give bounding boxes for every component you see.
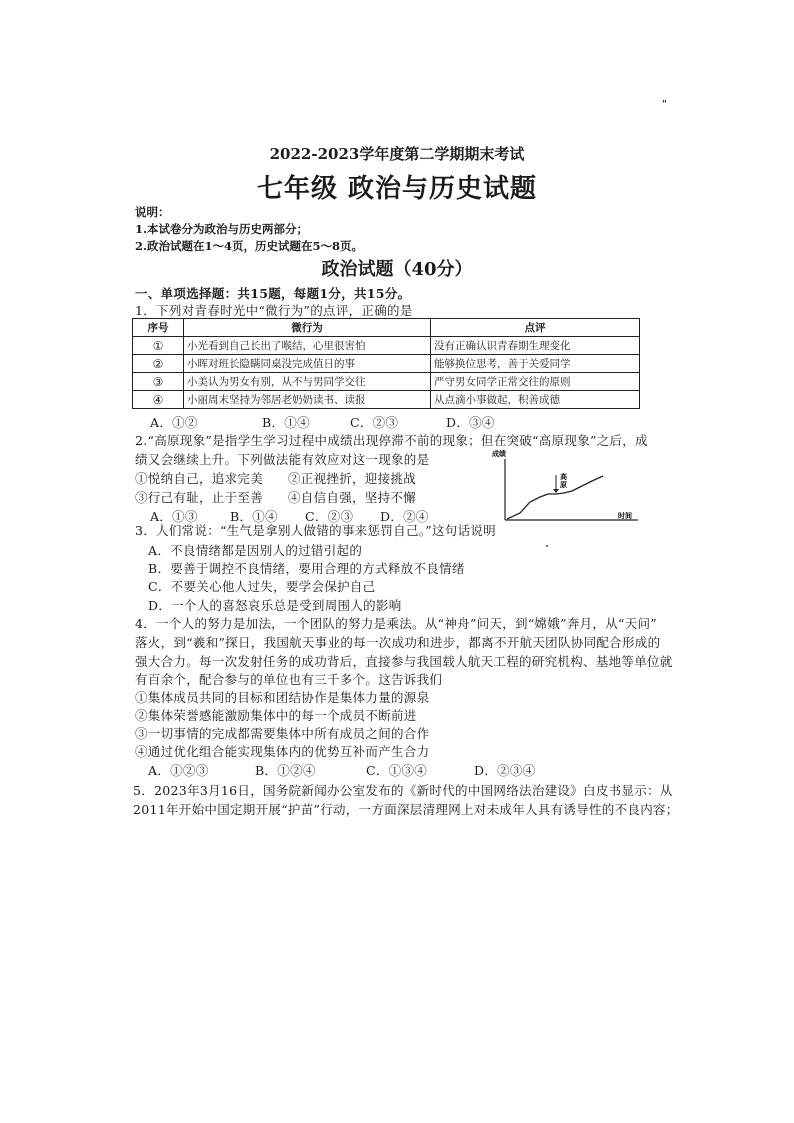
graph-arrow-head — [553, 489, 559, 493]
q2-stem-line-1: 2.“高原现象”是指学生学习过程中成绩出现停滞不前的现象；但在突破“高原现象”之后，成 — [135, 433, 648, 448]
graph-curve — [507, 476, 603, 519]
section-title: 政治试题（40分） — [321, 259, 473, 280]
table-row — [133, 337, 640, 355]
exam-subtitle: 2022-2023学年度第二学期期末考试 — [269, 145, 525, 163]
q1-option-d: D．③④ — [446, 415, 495, 430]
q1-option-c: C．②③ — [350, 415, 399, 430]
q4-choice-3: ③一切事情的完成都需要集体中所有成员之间的合作 — [135, 726, 430, 741]
graph-y-label: 成绩 — [492, 450, 506, 458]
q2-choice-2: ②正视挫折，迎接挑战 — [288, 471, 417, 486]
q4-option-b: B．①②④ — [255, 763, 316, 778]
corner-mark: " — [662, 100, 667, 110]
q2-choice-3: ③行己有耻，止于至善 — [135, 490, 264, 505]
notes-line-2: 2.政治试题在1～4页，历史试题在5～8页。 — [135, 239, 364, 253]
speck — [546, 545, 548, 547]
q3-stem: 3．人们常说：“生气是拿别人做错的事来惩罚自己。”这句话说明 — [135, 523, 496, 538]
graph-x-label: 时间 — [618, 512, 632, 520]
plateau-graph — [490, 447, 640, 527]
q2-option-d: D．②④ — [380, 509, 429, 524]
q4-line-4: 有百余个，配合参与的单位也有三千多个。这告诉我们 — [135, 672, 443, 687]
q3-option-c: C．不要关心他人过失，要学会保护自己 — [148, 579, 376, 594]
notes-line-1: 1.本试卷分为政治与历史两部分； — [135, 222, 309, 236]
q2-option-a: A．①③ — [150, 509, 198, 524]
table-row — [133, 355, 640, 373]
q1-table — [132, 318, 640, 409]
table-cell: 小丽周末坚持为邻居老奶奶读书、读报 — [184, 391, 431, 409]
q5-line-2: 2011年开始中国定期开展“护苗”行动，一方面深层清理网上对未成年人具有诱导性的不良内容； — [133, 802, 679, 817]
q1-option-b: B．①④ — [262, 415, 310, 430]
q2-stem-line-2: 绩又会继续上升。下列做法能有效应对这一现象的是 — [135, 452, 430, 467]
q4-line-3: 强大合力。每一次发射任务的成功背后，直接参与我国载人航天工程的研究机构、基地等单位就 — [135, 654, 673, 669]
table-cell: 能够换位思考，善于关爱同学 — [431, 355, 640, 373]
q5-line-1: 5．2023年3月16日，国务院新闻办公室发布的《新时代的中国网络法治建设》白皮书显示：从 — [133, 783, 673, 798]
table-cell: 从点滴小事做起，积善成德 — [431, 391, 640, 409]
q3-option-b: B．要善于调控不良情绪，要用合理的方式释放不良情绪 — [148, 561, 465, 576]
q4-line-2: 落火，到“羲和”探日，我国航天事业的每一次成功和进步，都离不开航天团队协同配合形成的 — [135, 635, 661, 650]
q1-option-a: A．①② — [150, 415, 198, 430]
q4-option-a: A．①②③ — [148, 763, 209, 778]
table-header-cell: 点评 — [431, 319, 640, 337]
notes-label: 说明： — [135, 205, 170, 219]
q4-line-1: 4．一个人的努力是加法，一个团队的努力是乘法。从“神舟”问天，到“嫦娥”奔月，从“天问” — [135, 616, 657, 631]
table-row — [133, 391, 640, 409]
table-cell: 小光看到自己长出了喉结，心里很害怕 — [184, 337, 431, 355]
q1-stem: 1．下列对青春时光中“微行为”的点评，正确的是 — [135, 303, 413, 318]
section-heading: 一、单项选择题：共15题，每题1分，共15分。 — [135, 286, 411, 301]
table-cell: 小美认为男女有别，从不与男同学交往 — [184, 373, 431, 391]
exam-title: 七年级 政治与历史试题 — [256, 174, 538, 204]
table-cell: ④ — [133, 391, 184, 409]
q2-option-c: C．②③ — [305, 509, 354, 524]
table-cell: 小晖对班长隐瞒同桌没完成值日的事 — [184, 355, 431, 373]
graph-annotation-1: 高 — [560, 473, 567, 481]
q4-choice-4: ④通过优化组合能实现集体内的优势互补而产生合力 — [135, 744, 430, 759]
q3-option-d: D．一个人的喜怒哀乐总是受到周围人的影响 — [148, 598, 402, 613]
table-header-cell: 微行为 — [184, 319, 431, 337]
q4-option-c: C．①③④ — [366, 763, 428, 778]
q4-option-d: D．②③④ — [474, 763, 536, 778]
table-header-row — [133, 319, 640, 337]
table-header-cell: 序号 — [133, 319, 184, 337]
q4-choice-1: ①集体成员共同的目标和团结协作是集体力量的源泉 — [135, 690, 430, 705]
q2-choice-4: ④自信自强，坚持不懈 — [288, 490, 417, 505]
q2-option-b: B．①④ — [230, 509, 278, 524]
table-row — [133, 373, 640, 391]
q2-choice-1: ①悦纳自己，追求完美 — [135, 471, 264, 486]
table-cell: ③ — [133, 373, 184, 391]
table-cell: ① — [133, 337, 184, 355]
table-cell: ② — [133, 355, 184, 373]
graph-annotation-2: 原 — [560, 481, 567, 489]
q4-choice-2: ②集体荣誉感能激励集体中的每一个成员不断前进 — [135, 708, 417, 723]
table-cell: 严守男女同学正常交往的原则 — [431, 373, 640, 391]
q3-option-a: A．不良情绪都是因别人的过错引起的 — [148, 543, 363, 558]
table-cell: 没有正确认识青春期生理变化 — [431, 337, 640, 355]
